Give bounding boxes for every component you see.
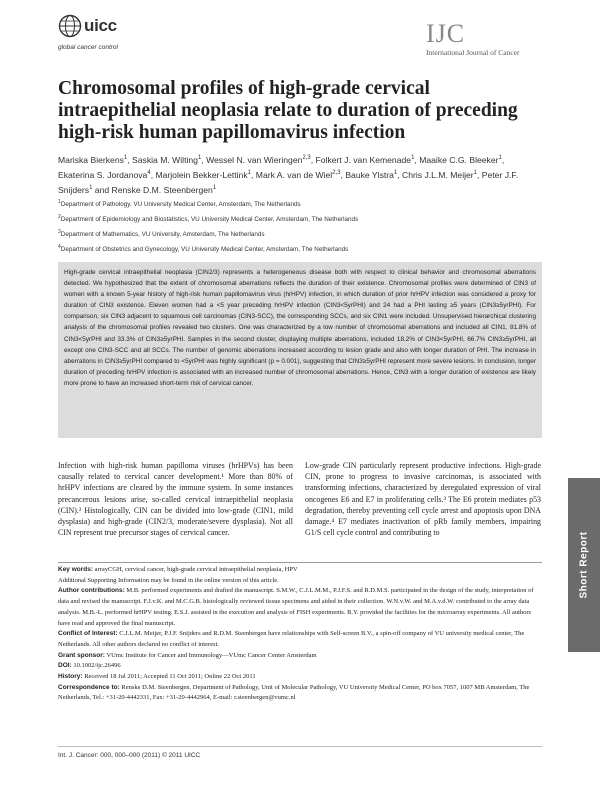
author-name: Renske D.M. Steenbergen	[111, 184, 213, 195]
correspondence: Correspondence to: Renske D.M. Steenbergen, Department of Pathology, Unit of Molecular Pathology, VU University Medical Center, PO box 7057, 1007 MB Amsterdam, The Netherlands, Tel.: +31-20-4442331, Fax: +31-20-4442964, E-mail: r.steenbergen@vumc.nl	[58, 683, 530, 702]
affiliation-text: Department of Obstetrics and Gynecology, VU University Medical Center, Amsterdam, The Netherlands	[60, 246, 349, 254]
author-affiliation-marker: 1	[411, 155, 415, 161]
affiliation-item	[58, 211, 538, 226]
keywords-line: Key words: arrayCGH, cervical cancer, high-grade cervical intraepithelial neoplasia, HPV	[58, 566, 298, 573]
author-affiliation-marker: 1	[393, 169, 398, 176]
affiliation-number: 4	[58, 244, 61, 251]
affiliation-text: Department of Pathology, VU University Medical Center, Amsterdam, The Netherlands	[60, 201, 301, 209]
author-affiliation-marker: 1	[473, 169, 477, 176]
author-name: Mariska Bierkens	[58, 154, 124, 165]
author-name: Wessel N. van Wieringen	[206, 154, 303, 165]
affiliation-item	[58, 226, 538, 241]
footnote-divider	[58, 562, 542, 563]
affiliation-item	[58, 241, 538, 256]
supporting-info: Additional Supporting Information may be found in the online version of this article.	[58, 576, 279, 584]
abstract-box: High-grade cervical intraepithelial neoplasia (CIN2/3) represents a heterogeneous disease both with respect to clinical behavior and chromosomal aberrations detected. We hypothesized that the extent of chromosomal aberrations reflects the duration of their existence. Chromosomal profiles were determined of CIN3 of women with a known 5-year history of high-risk human papillomavirus virus (hrHPV) infection, in which duration of prior hrHPV infection was considered a proxy for duration of CIN3 existence. Eleven women had a <5 year preceding hrHPV infection (CIN3<5yrPHI) and 24 had a PHI lasting ≥5 years (CIN3≥5yrPHI). For comparison, six CIN3 adjacent to squamous cell carcinomas (CIN3-SCC), the corresponding SCCs, and six CIN1 were included. Unsupervised hierarchical clustering analysis of the chromosomal profiles revealed two clusters. One was characterized by a low number of chromosomal aberrations and included all CIN1, 81.8% of CIN3<5yrPHI and 33.3% of CIN3≥5yrPHI. Samples in the second cluster, displaying multiple aberrations, included 18.2% of CIN3<5yrPHI, 66.7% CIN3≥5yrPHI, all except one CIN3-SCC and all SCCs. The number of genomic aberrations increased according to lesion grade and also with longer duration of PHI. The increase in aberrations in CIN3≥5yrPHI compared to <5yrPHI was highly significant (p = 0.001), suggesting that CIN3≥5yrPHI represent more severe lesions. In conclusion, longer duration of preceding hrHPV infection is associated with an increased number of chromosomal aberrations. Hence, CIN3 with a longer duration of existence are likely more prone to have an increased short-term risk of cervical cancer.	[58, 262, 542, 438]
article-type-tab	[568, 478, 600, 652]
doi-link[interactable]: 10.1002/ijc.26496	[73, 662, 121, 670]
author-affiliation-marker: 1	[89, 184, 93, 191]
body-column-left: Infection with high-risk human papilloma viruses (hrHPVs) has been causally related to cervical cancer development.¹ More than 80% of hrHPV infections are cleared by the immune system. In some instances precancerous lesions arise, so-called cervical intraepithelial neoplasia (CIN).² Histologically, CIN can be divided into low-grade (CIN1, mild dysplasia) and high-grade (CIN2/3, moderate/severe dysplasia). Not all CIN represent true precursor stages of cervical cancer.	[58, 461, 293, 538]
author-affiliation-marker: 1	[123, 155, 128, 161]
history-line: History: Received 18 Jul 2011; Accepted 11 Oct 2011; Online 22 Oct 2011	[58, 673, 256, 681]
affiliation-item	[58, 196, 538, 211]
author-name: Mark A. van de Wiel	[255, 169, 333, 180]
grant-sponsor: Grant sponsor: VUmc Institute for Cancer and Immunology—VUmc Cancer Center Amsterdam	[58, 651, 317, 659]
affiliation-number: 1	[58, 199, 61, 205]
affiliation-number: 3	[58, 229, 61, 236]
uicc-logo	[58, 14, 148, 64]
author-affiliation-marker: 4	[147, 169, 151, 176]
author-affiliation-marker: 2,3	[302, 155, 311, 161]
logo-text: uicc	[84, 16, 117, 35]
article-type-label: Short Report	[578, 531, 590, 599]
author-name: Saskia M. Wilting	[132, 154, 198, 165]
doi-line: DOI: 10.1002/ijc.26496	[58, 662, 121, 670]
affiliation-text: Department of Epidemiology and Biostatistics, VU University Medical Center, Amsterdam, The Netherlands	[60, 216, 359, 224]
author-affiliation-marker: 1	[498, 155, 502, 161]
globe-icon	[58, 14, 82, 38]
journal-abbr: IJC	[426, 19, 466, 48]
article-title: Chromosomal profiles of high-grade cervical intraepithelial neoplasia relate to duration of preceding high-risk human papillomavirus infection	[58, 78, 518, 143]
author-affiliation-marker: 1	[197, 155, 202, 161]
author-affiliation-marker: 1	[247, 169, 251, 176]
author-name: Maaike C.G. Bleeker	[419, 154, 499, 165]
conflict-of-interest: Conflict of Interest: C.J.L.M. Meijer, P.J.F. Snijders and R.D.M. Steenbergen have relationships with Self-screen B.V., a spin-off company of VU university medical center, The Netherlands. All other authors declared no conflict of interest.	[58, 630, 525, 648]
affiliation-number: 2	[58, 214, 61, 221]
author-contributions: Author contributions: M.B. performed experiments and drafted the manuscript. S.M.W., C.J.L.M.M., P.J.F.S. and R.D.M.S. participated in the design of the study, interpretation of data and revised the manuscript. F.J.v.K. and M.C.G.B. histologically reviewed tissue specimens and aided in their collection. W.N.v.W. and M.A.v.d.W. contributed to the array data analysis. M.B.-L. performed hrHPV testing. E.S.J. assisted in the execution and analysis of FISH experiments. B.Y. provided the facilities for the microarray experiments. All authors have read and approved the final manuscript.	[58, 587, 534, 627]
author-name: Folkert J. van Kemenade	[315, 154, 412, 165]
author-affiliation-marker: 1	[212, 184, 217, 191]
page-footer: Int. J. Cancer: 000, 000–000 (2011) © 2011 UICC	[58, 752, 201, 759]
author-name: Peter J.F. Snijders	[58, 169, 519, 195]
author-affiliation-marker: 2,3	[332, 169, 341, 176]
author-name: Marjolein Bekker-Lettink	[155, 169, 248, 180]
author-name: Bauke Ylstra	[345, 169, 394, 180]
journal-name: International Journal of Cancer	[426, 48, 520, 57]
author-name: Ekaterina S. Jordanova	[58, 169, 148, 180]
journal-masthead	[426, 20, 546, 57]
affiliation-list	[58, 196, 538, 256]
logo-tagline: global cancer control	[58, 44, 118, 51]
author-name: Chris J.L.M. Meijer	[402, 169, 474, 180]
footnotes	[58, 565, 542, 704]
author-list: Mariska Bierkens$^1$, Saskia M. Wilting$^1$, Wessel N. van Wieringen$^{2,3}$, Folkert J. van Kemenade$^1$, Maaike C.G. Bleeker$^1$, Ekaterina S. Jordanova$^4$, Marjolein Bekker-Lettink$^1$, Mark A. van de Wiel$^{2,3}$, Bauke Ylstra$^1$, Chris J.L.M. Meijer$^1$, Peter J.F. Snijders$^1$ and Renske D.M. Steenbergen$^1$	[58, 154, 519, 195]
body-column-right: Low-grade CIN particularly represent productive infections. High-grade CIN, prone to progress to invasive carcinomas, is associated with transforming infections, characterized by deregulated expression of viral oncogenes E6 and E7 in proliferating cells.³ The E6 protein mediates p53 degradation, thereby preventing cell cycle arrest and apoptosis upon DNA damage.⁴ E7 mediates inactivation of pRb family members, impairing G1/S cell cycle control and contributing to	[305, 461, 541, 538]
footer-divider	[58, 746, 542, 747]
affiliation-text: Department of Mathematics, VU University, Amsterdam, The Netherlands	[60, 231, 265, 239]
